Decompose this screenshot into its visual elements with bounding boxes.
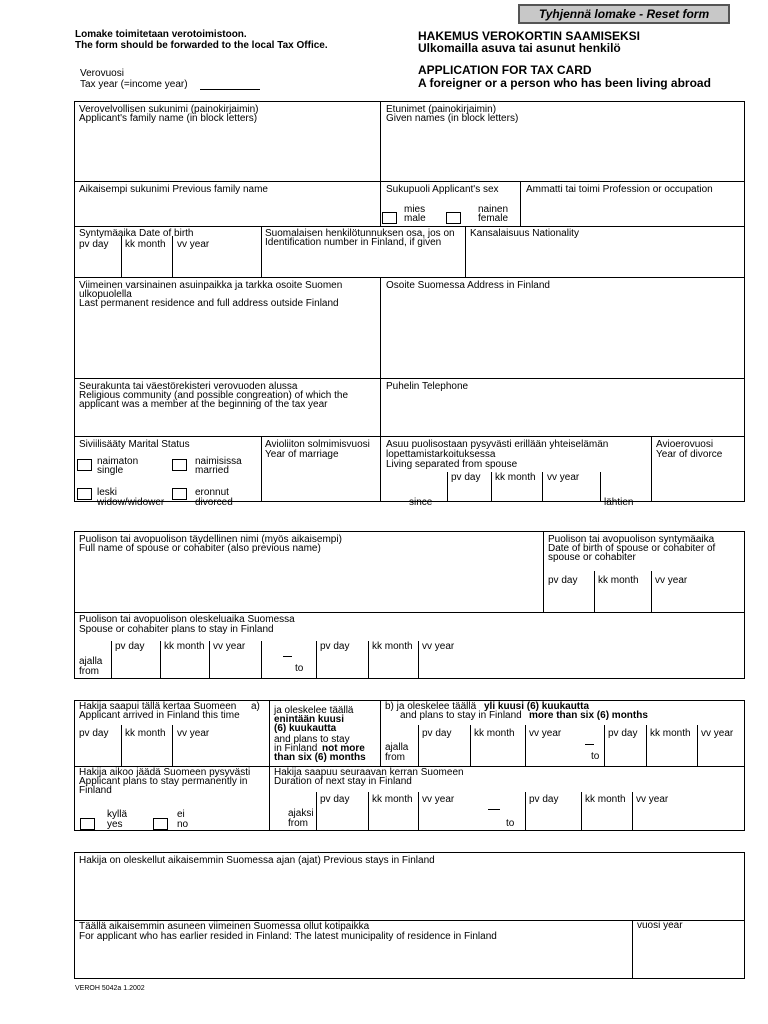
marital-status-label: Siviilisääty Marital Status: [79, 439, 190, 450]
religion-label-2: Religious community (and possible congreation) of which the: [79, 390, 349, 401]
forward-note-en: The form should be forwarded to the local Tax Office.: [75, 40, 328, 51]
spouse-name-label-fi: Puolison tai avopuolison täydellinen nimi (myös aikaisempi): [79, 534, 342, 545]
next-from-label: from: [288, 818, 308, 829]
since-label: since: [409, 497, 433, 508]
next-to-year-label: vv year: [636, 794, 669, 805]
title-en: APPLICATION FOR TAX CARD: [418, 63, 592, 77]
previous-stays-label: Hakija on oleskellut aikaisemmin Suomessa ajan (ajat) Previous stays in Finland: [79, 855, 435, 866]
last-municipality-label-fi: Täällä aikaisemmin asuneen viimeinen Suomessa ollut kotipaikka: [79, 921, 370, 932]
a-text-5: in Finland: [274, 743, 318, 754]
married-checkbox[interactable]: [172, 459, 187, 471]
next-to-day-label: pv day: [529, 794, 559, 805]
female-label-fi: nainen: [478, 204, 509, 215]
last-residence-label-2: ulkopuolella: [79, 289, 132, 300]
b-text-3: and plans to stay in Finland: [400, 710, 522, 721]
female-label-en: female: [478, 213, 509, 224]
single-checkbox[interactable]: [77, 459, 92, 471]
telephone-label: Puhelin Telephone: [386, 381, 469, 392]
spouse-stay-from-month-label: kk month: [164, 641, 205, 652]
b-ajalla-label: ajalla: [385, 742, 409, 753]
spouse-dob-label-1: Puolison tai avopuolison syntymäaika: [548, 534, 715, 545]
separated-label-3: Living separated from spouse: [386, 459, 518, 470]
finnish-id-label-en: Identification number in Finland, if given: [265, 237, 442, 248]
arrived-label-fi: Hakija saapui tällä kertaa Suomeen: [79, 701, 237, 712]
single-label-en: single: [97, 465, 124, 476]
b-text-1: b) ja oleskelee täällä: [385, 701, 477, 712]
marriage-year-label-fi: Avioliiton solmimisvuosi: [265, 439, 370, 450]
yes-label-en: yes: [107, 819, 123, 830]
b-to-label: to: [591, 751, 600, 762]
spouse-dob-month-label: kk month: [598, 575, 639, 586]
next-from-month-label: kk month: [372, 794, 413, 805]
widow-checkbox[interactable]: [77, 488, 92, 500]
next-to-month-label: kk month: [585, 794, 626, 805]
tax-year-label-en: Tax year (=income year): [80, 79, 188, 90]
reset-form-button[interactable]: Tyhjennä lomake - Reset form: [518, 4, 730, 24]
arrived-year-label: vv year: [177, 728, 210, 739]
divorce-year-label-fi: Avioerovuosi: [656, 439, 714, 450]
religion-label-1: Seurakunta tai väestörekisteri verovuoden alussa: [79, 381, 298, 392]
divorced-label-en: divorced: [195, 497, 233, 508]
tax-year-input[interactable]: [200, 89, 260, 90]
spouse-stay-to-month-label: kk month: [372, 641, 413, 652]
separated-month-label: kk month: [495, 472, 536, 483]
permanent-stay-label-3: Finland: [79, 785, 112, 796]
last-residence-label-3: Last permanent residence and full address outside Finland: [79, 298, 339, 309]
b-from-year-label: vv year: [529, 728, 562, 739]
family-name-label-en: Applicant's family name (in block letters): [79, 113, 258, 124]
spouse-stay-label-fi: Puolison tai avopuolison oleskeluaika Suomessa: [79, 614, 295, 625]
previous-stays-section: [74, 852, 745, 979]
dob-label: Syntymäaika Date of birth: [79, 228, 194, 239]
last-municipality-label-en: For applicant who has earlier resided in Finland: The latest municipality of residence in Finland: [79, 931, 497, 942]
spouse-name-label-en: Full name of spouse or cohabiter (also previous name): [79, 543, 321, 554]
spouse-stay-to-day-label: pv day: [320, 641, 350, 652]
given-names-label-en: Given names (in block letters): [386, 113, 519, 124]
divorced-label-fi: eronnut: [195, 487, 229, 498]
lahtien-label: lähtien: [604, 497, 634, 508]
occupation-label: Ammatti tai toimi Profession or occupation: [526, 184, 713, 195]
widow-label-en: widow/widower: [97, 497, 165, 508]
next-from-day-label: pv day: [320, 794, 350, 805]
subtitle-fi: Ulkomailla asuva tai asunut henkilö: [418, 41, 621, 55]
given-names-label-fi: Etunimet (painokirjaimin): [386, 104, 497, 115]
separated-label-2: lopettamistarkoituksessa: [386, 449, 496, 460]
no-label-fi: ei: [177, 809, 185, 820]
b-to-day-label: pv day: [608, 728, 638, 739]
previous-family-name-label: Aikaisempi sukunimi Previous family name: [79, 184, 268, 195]
sex-label: Sukupuoli Applicant's sex: [386, 184, 499, 195]
spouse-to-label: to: [295, 663, 304, 674]
dash-divider: [488, 809, 500, 810]
dob-day-label: pv day: [79, 239, 109, 250]
no-label-en: no: [177, 819, 189, 830]
divorced-checkbox[interactable]: [172, 488, 187, 500]
marriage-year-label-en: Year of marriage: [265, 449, 339, 460]
b-from-day-label: pv day: [422, 728, 452, 739]
ajaksi-label: ajaksi: [288, 808, 314, 819]
female-checkbox[interactable]: [446, 212, 461, 224]
next-to-label: to: [506, 818, 515, 829]
spouse-stay-label-en: Spouse or cohabiter plans to stay in Finland: [79, 624, 274, 635]
male-label-fi: mies: [404, 204, 426, 215]
spouse-from-label: from: [79, 666, 99, 677]
spouse-ajalla-label: ajalla: [79, 656, 103, 667]
male-label-en: male: [404, 213, 426, 224]
arrived-month-label: kk month: [125, 728, 166, 739]
a-text-1: ja oleskelee täällä: [274, 705, 354, 716]
municipality-year-label: vuosi year: [637, 920, 683, 931]
spouse-stay-from-day-label: pv day: [115, 641, 145, 652]
spouse-dob-label-2: Date of birth of spouse or cohabiter of: [548, 543, 716, 554]
male-checkbox[interactable]: [382, 212, 397, 224]
dash-divider: [585, 744, 594, 745]
b-from-label: from: [385, 752, 405, 763]
a-text-6: not more: [322, 743, 365, 754]
separated-day-label: pv day: [451, 472, 481, 483]
option-a-label: a): [251, 701, 260, 712]
permanent-stay-label-1: Hakija aikoo jäädä Suomeen pysyvästi: [79, 767, 251, 778]
married-label-fi: naimisissa: [195, 456, 242, 467]
next-stay-label-fi: Hakija saapuu seuraavan kerran Suomeen: [274, 767, 464, 778]
tax-year-label-fi: Verovuosi: [80, 68, 124, 79]
next-stay-label-en: Duration of next stay in Finland: [274, 776, 412, 787]
form-code: VEROH 5042a 1.2002: [75, 985, 145, 992]
a-text-7: than six (6) months: [274, 752, 366, 763]
permanent-yes-checkbox[interactable]: [80, 818, 95, 830]
a-text-4: and plans to stay: [274, 734, 350, 745]
widow-label-fi: leski: [97, 487, 118, 498]
b-to-month-label: kk month: [650, 728, 691, 739]
dob-year-label: vv year: [177, 239, 210, 250]
spouse-stay-to-year-label: vv year: [422, 641, 455, 652]
forward-note-fi: Lomake toimitetaan verotoimistoon.: [75, 29, 247, 40]
dob-month-label: kk month: [125, 239, 166, 250]
spouse-dob-year-label: vv year: [655, 575, 688, 586]
next-from-year-label: vv year: [422, 794, 455, 805]
nationality-label: Kansalaisuus Nationality: [470, 228, 579, 239]
finnish-id-label-fi: Suomalaisen henkilötunnuksen osa, jos on: [265, 228, 455, 239]
spouse-stay-from-year-label: vv year: [213, 641, 246, 652]
subtitle-en: A foreigner or a person who has been living abroad: [418, 76, 711, 90]
b-text-2: yli kuusi (6) kuukautta: [484, 701, 590, 712]
spouse-dob-day-label: pv day: [548, 575, 578, 586]
dash-divider: [283, 656, 292, 657]
b-to-year-label: vv year: [701, 728, 734, 739]
single-label-fi: naimaton: [97, 456, 139, 467]
separated-label-1: Asuu puolisostaan pysyvästi erillään yhteiselämän: [386, 439, 609, 450]
finland-address-label: Osoite Suomessa Address in Finland: [386, 280, 550, 291]
permanent-stay-label-2: Applicant plans to stay permanently in: [79, 776, 248, 787]
separated-year-label: vv year: [547, 472, 580, 483]
spouse-dob-label-3: spouse or cohabiter: [548, 552, 636, 563]
a-text-2: enintään kuusi: [274, 714, 345, 725]
married-label-en: married: [195, 465, 229, 476]
permanent-no-checkbox[interactable]: [153, 818, 168, 830]
yes-label-fi: kyllä: [107, 809, 128, 820]
a-text-3: (6) kuukautta: [274, 723, 337, 734]
arrived-day-label: pv day: [79, 728, 109, 739]
title-fi: HAKEMUS VEROKORTIN SAAMISEKSI: [418, 29, 641, 43]
divorce-year-label-en: Year of divorce: [656, 449, 723, 460]
b-from-month-label: kk month: [474, 728, 515, 739]
family-name-label-fi: Verovelvollisen sukunimi (painokirjaimin): [79, 104, 259, 115]
last-residence-label-1: Viimeinen varsinainen asuinpaikka ja tarkka osoite Suomen: [79, 280, 343, 291]
b-text-4: more than six (6) months: [529, 710, 648, 721]
arrived-label-en: Applicant arrived in Finland this time: [79, 710, 240, 721]
religion-label-3: applicant was a member at the beginning of the tax year: [79, 399, 328, 410]
